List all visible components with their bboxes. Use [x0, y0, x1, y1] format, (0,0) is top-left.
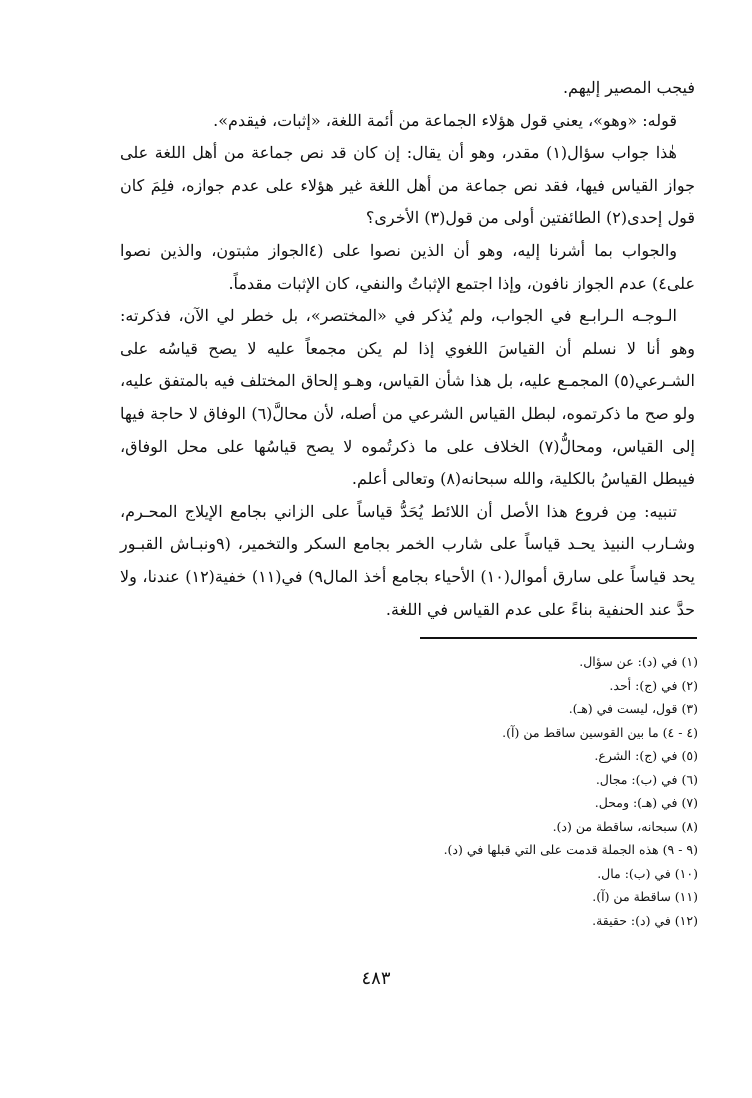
footnote: (١١) ساقطة من (آ).: [592, 889, 698, 904]
paragraph-question: هٰذا جواب سؤال(١) مقدر، وهو أن يقال: إن كان قد نص جماعة من أهل اللغة على جواز القياس فيها، فقد نص جماعة من أهل اللغة غير هؤلاء على عدم جوازه، فلِمَ كان قول إحدى(٢) الطائفتين أولى من قول(٣) الأخرى؟: [120, 143, 695, 228]
footnote: (٤ - ٤) ما بين القوسين ساقط من (آ).: [502, 724, 698, 740]
footnote-separator: [420, 637, 697, 639]
paragraph-continuation: فيجب المصير إليهم.: [562, 78, 695, 97]
paragraph-fourth-aspect: الـوجـه الـرابـع في الجواب، ولم يُذكر في «المختصر»، بل خطر لي الآن، فذكرته: وهو أنا لا نسلم أن القياسَ اللغوي إذا لم يكن مجمعاً عليه لا يصح قياسُه على الشـرعي(٥) المجمـع عليه، بل هذا شأن القياس، وهـو إلحاق المختلف فيه بالمتفق عليه، ولو صح ما ذكرتموه، لبطل القياس الشرعي من أصله، لأن محالَّ(٦) الوفاق لا حاجة فيها إلى القياس، ومحالُّ(٧) الخلاف على ما ذكرتُموه لا يصح قياسُها على محل الوفاق، فيبطل القياسُ بالكلية، والله سبحانه(٨) وتعالى أعلم.: [120, 306, 696, 489]
footnote: (٢) في (ج): أحد.: [609, 677, 698, 693]
footnote: (٨) سبحانه، ساقطة من (د).: [552, 818, 698, 834]
footnote: (٣) قول، ليست في (هـ).: [568, 701, 698, 716]
footnote: (٩ - ٩) هذه الجملة قدمت على التي قبلها في (د).: [443, 842, 698, 857]
main-text: [120, 72, 695, 626]
footnotes: [300, 650, 698, 932]
paragraph-answer: والجواب بما أشرنا إليه، وهو أن الذين نصوا على (٤الجواز مثبتون، والذين نصوا على٤) عدم الجواز نافون، وإذا اجتمع الإثباتُ والنفي، كان الإثبات مقدماً.: [120, 240, 695, 293]
footnote: (٧) في (هـ): ومحل.: [594, 795, 698, 810]
paragraph-note: تنبيه: مِن فروع هذا الأصل أن اللائط يُحَدُّ قياساً على الزاني بجامع الإيلاج المحـرم، وشـارب النبيذ يحـد قياساً على شارب الخمر بجامع السكر والتخمير، (٩ونبـاش القبـور يحد قياساً على سارق أموال(١٠) الأحياء بجامع أخذ المال٩) في(١١) خفية(١٢) عندنا، ولا حدَّ عند الحنفية بناءً على عدم القياس في اللغة.: [120, 501, 695, 619]
footnote: (٥) في (ج): الشرع.: [594, 748, 698, 763]
footnote: (١٠) في (ب): مال.: [597, 865, 698, 881]
footnote: (٦) في (ب): مجال.: [595, 771, 698, 787]
footnote: (١) في (د): عن سؤال.: [579, 654, 698, 669]
paragraph-quote: قوله: «وهو»، يعني قول هؤلاء الجماعة من أئمة اللغة، «إثبات، فيقدم».: [213, 110, 677, 130]
footnote: (١٢) في (د): حقيقة.: [592, 912, 698, 928]
page-number: ٤٨٣: [361, 968, 391, 989]
